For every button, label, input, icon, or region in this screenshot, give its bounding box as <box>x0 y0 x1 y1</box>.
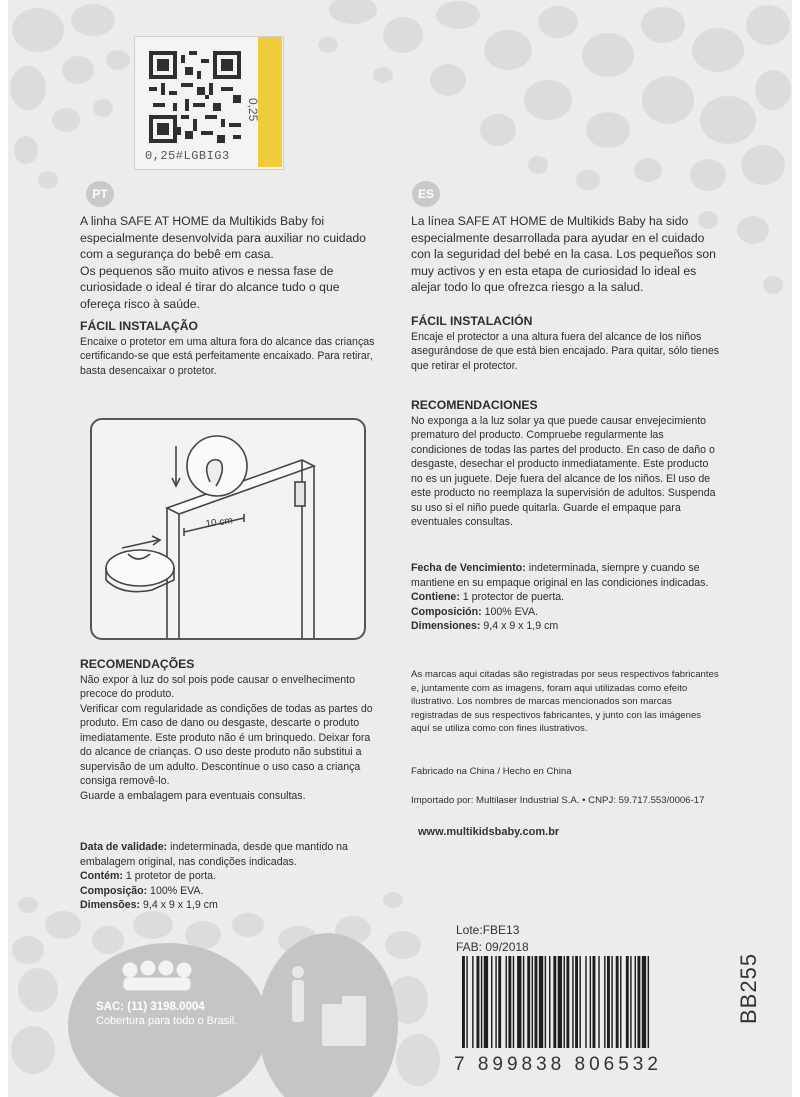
es-intro <box>411 213 721 296</box>
pt-install-text: Encaixe o protetor em uma altura fora do alcance das crianças certificando-se que está perfeitamente encaixado. Para retirar, basta desencaixar o protetor. <box>80 335 375 377</box>
barcode-bar <box>648 956 649 1048</box>
es-specs <box>411 561 721 634</box>
barcode-bar <box>481 956 482 1048</box>
barcode-bar <box>508 956 511 1048</box>
barcode-bar <box>472 956 473 1048</box>
barcode-bar <box>620 956 621 1048</box>
fab-date: FAB: 09/2018 <box>456 940 529 954</box>
door-diagram <box>92 420 364 638</box>
barcode-bar <box>527 956 530 1048</box>
barcode-bar <box>642 956 646 1048</box>
pt-contents-label: Contém: <box>80 870 123 882</box>
es-install-title: FÁCIL INSTALACIÓN <box>411 314 533 328</box>
barcode-bar <box>532 956 533 1048</box>
pt-composition-label: Composição: <box>80 884 148 897</box>
product-code: BB255 <box>736 952 761 1024</box>
qr-caption: 0,25#LGBIG3 <box>145 149 230 163</box>
es-dimensions-text: 9,4 x 9 x 1,9 cm <box>480 620 559 632</box>
barcode-bar <box>611 956 612 1048</box>
barcode-bar <box>590 956 591 1048</box>
es-badge: ES <box>412 181 440 207</box>
pt-dimensions-text: 9,4 x 9 x 1,9 cm <box>140 899 218 911</box>
price-label: 0,25 <box>246 98 260 122</box>
barcode-bar <box>498 956 501 1048</box>
pt-intro <box>80 213 380 312</box>
barcode-bar <box>539 956 543 1048</box>
barcode-bar <box>626 956 629 1048</box>
lot-number: Lote:FBE13 <box>456 923 520 937</box>
website-link[interactable]: www.multikidsbaby.com.br <box>418 826 560 838</box>
barcode-bar <box>517 956 521 1048</box>
es-made-in: Fabricado na China / Hecho en China <box>411 766 572 777</box>
es-recommendations <box>411 397 721 530</box>
package-back <box>8 0 792 1097</box>
barcode-bar <box>598 956 599 1048</box>
barcode-bar <box>462 956 465 1048</box>
barcode-bar <box>477 956 480 1048</box>
pt-specs <box>80 840 380 913</box>
es-expiry-text: indeterminada, siempre y cuando se mantiene en su empaque original en las condiciones indicadas. <box>411 562 709 589</box>
barcode-bar <box>607 956 610 1048</box>
pt-validity-label: Data de validade: <box>80 841 168 853</box>
barcode-bar <box>575 956 578 1048</box>
pt-intro-2: Os pequenos são muito ativos e nessa fase de curiosidade o ideal é tirar do alcance tudo o que ofereça risco à saúde. <box>80 263 340 311</box>
barcode-bar <box>523 956 524 1048</box>
es-install-text: Encaje el protector a una altura fuera del alcance de los niños asegurándose de que está bien encajado. Para quitar, sólo tienes que retirar el protector. <box>411 330 720 372</box>
es-rec-text: No exponga a la luz solar ya que puede causar envejecimiento prematuro del producto. Compruebe regularmente las condiciones de todas las partes del producto. En caso de daño o desgaste, desechar el producto inmediatamente. Este producto no es un juguete. Deje fuera del alcance de los niños. El uso de este producto no reemplaza la supervisión de adultos. Suspenda su uso si el niño puede quitarla. Guarde el empaque para eventuales consultas. <box>411 414 716 528</box>
es-composition-label: Composición: <box>411 605 482 618</box>
barcode-bar <box>545 956 546 1048</box>
es-trademark: As marcas aqui citadas são registradas por seus respectivos fabricantes e, juntamente com as imagens, foram aqui utilizadas como efeito ilustrativo. Los nombres de marcas mencionados son marcas registradas de sus respectivos fabricantes, y junto con las imágenes aquí se utiliza como con fines ilustrativos. <box>411 669 719 735</box>
pt-rec-text-1: Não expor à luz do sol pois pode causar o envelhecimento precoce do produto. <box>80 673 356 700</box>
es-contents-label: Contiene: <box>411 591 460 603</box>
barcode-bar <box>466 956 467 1048</box>
barcode-bar <box>572 956 573 1048</box>
sac-phone: SAC: (11) 3198.0004 <box>96 1001 205 1013</box>
barcode-bar <box>604 956 605 1048</box>
barcode <box>454 956 726 1056</box>
barcode-bar <box>549 956 550 1048</box>
barcode-bar <box>558 956 562 1048</box>
es-install <box>411 313 721 373</box>
barcode-bar <box>635 956 636 1048</box>
pt-validity-text: indeterminada, desde que mantido na embalagem original, nas condições indicadas. <box>80 841 348 868</box>
es-composition-text: 100% EVA. <box>481 605 538 618</box>
sac-coverage: Cobertura para todo o Brasil. <box>96 1015 238 1027</box>
barcode-bar <box>491 956 492 1048</box>
pt-composition-text: 100% EVA. <box>147 884 204 897</box>
barcode-bar <box>513 956 514 1048</box>
es-importer: Importado por: Multilaser Industrial S.A. • CNPJ: 59.717.553/0006-17 <box>411 795 705 806</box>
barcode-bar <box>484 956 488 1048</box>
barcode-bar <box>579 956 580 1048</box>
barcode-bar <box>553 956 556 1048</box>
barcode-bar <box>506 956 507 1048</box>
barcode-bar <box>585 956 586 1048</box>
es-rec-title: RECOMENDACIONES <box>411 398 538 412</box>
installation-illustration <box>90 418 366 640</box>
es-dimensions-label: Dimensiones: <box>411 620 481 632</box>
lot-info <box>456 922 529 956</box>
pt-rec-title: RECOMENDAÇÕES <box>80 657 195 671</box>
barcode-digits: 7 899838 806532 <box>454 1054 662 1075</box>
pt-badge: PT <box>86 181 114 207</box>
pt-recommendations <box>80 656 380 803</box>
pt-intro-1: A linha SAFE AT HOME da Multikids Baby foi especialmente desenvolvida para auxiliar no cuidado com a segurança do bebê em casa. <box>80 214 366 261</box>
barcode-bar <box>535 956 538 1048</box>
pt-install-title: FÁCIL INSTALAÇÃO <box>80 319 199 333</box>
es-expiry-label: Fecha de Vencimiento: <box>411 562 526 574</box>
barcode-bar <box>616 956 619 1048</box>
es-intro-text: La línea SAFE AT HOME de Multikids Baby ha sido especialmente desarrollada para ayudar en el cuidado con la seguridad del bebé en la casa. Los pequeños son muy activos y en esta etapa de curiosidad lo ideal es alejar todo lo que ofrezca riesgo a la salud. <box>411 214 716 294</box>
pt-contents-text: 1 protetor de porta. <box>122 870 217 882</box>
pt-install <box>80 318 380 378</box>
measure-label: 10 cm <box>204 515 234 530</box>
barcode-bar <box>630 956 631 1048</box>
price-strip <box>258 37 282 167</box>
barcode-bar <box>637 956 640 1048</box>
barcode-bar <box>564 956 565 1048</box>
sac-info <box>96 1000 237 1028</box>
pt-dimensions-label: Dimensões: <box>80 899 141 911</box>
es-contents-text: 1 protector de puerta. <box>459 591 565 603</box>
qr-code <box>149 51 241 143</box>
barcode-bar <box>566 956 569 1048</box>
pt-rec-text-2: Verificar com regularidade as condições de todas as partes do produto. Em caso de dano ou desgaste, descarte o produto imediatamente. Este produto não é um brinquedo. Deixar fora do alcance de crianças. O uso deste produto não substitui a supervisão de um adulto. Descontinue o uso caso a criança consiga removê-lo. <box>80 702 373 787</box>
pt-rec-text-3: Guarde a embalagem para eventuais consultas. <box>80 789 306 802</box>
barcode-bar <box>593 956 596 1048</box>
barcode-bar <box>495 956 496 1048</box>
